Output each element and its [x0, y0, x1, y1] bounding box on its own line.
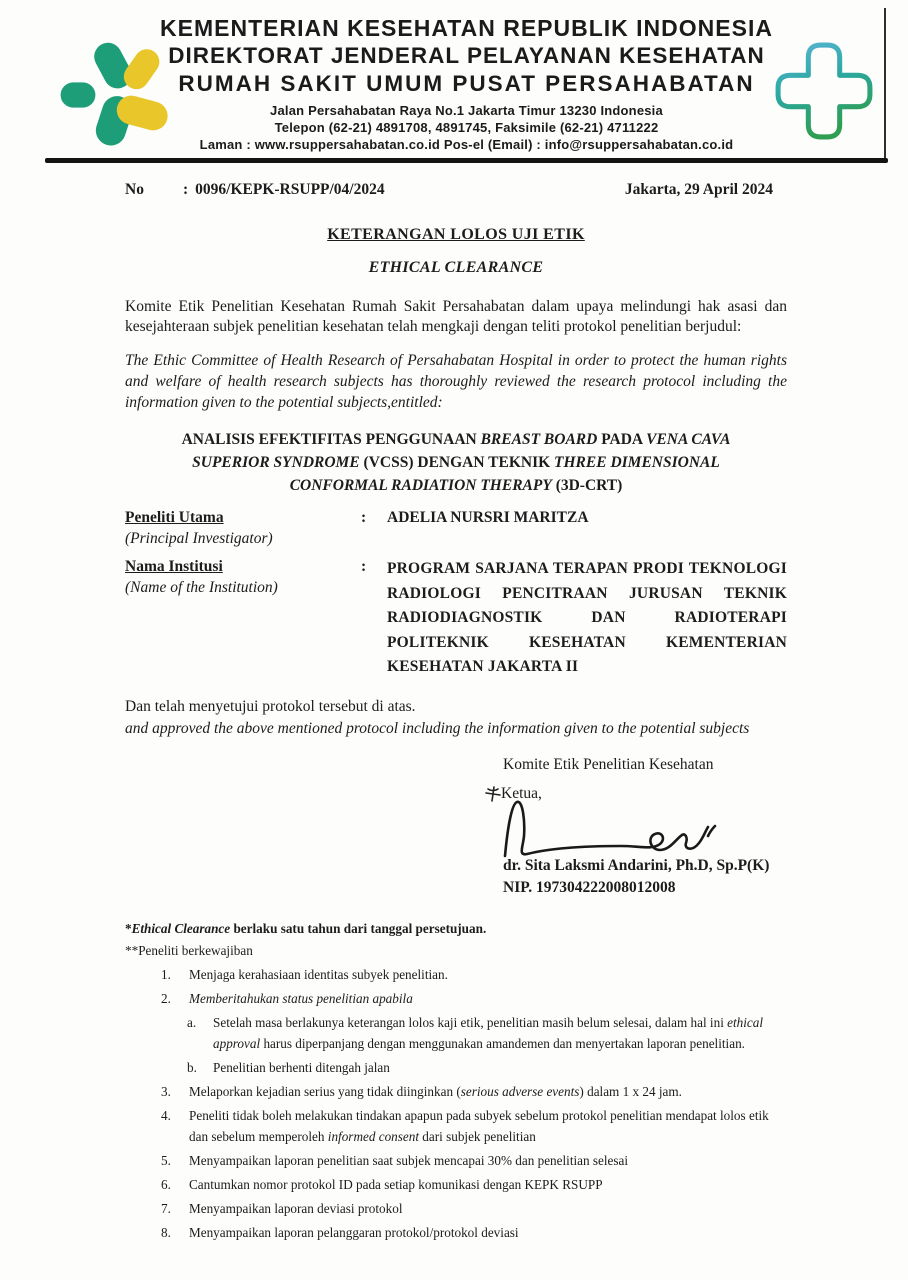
intro-paragraph-id: Komite Etik Penelitian Kesehatan Rumah Sakit Persahabatan dalam upaya melindungi hak asasi dan kesejahteraan subjek penelitian kesehatan telah mengkaji dengan teliti protokol penelitian berjudul: — [125, 298, 787, 335]
letter-body — [125, 180, 787, 1243]
footnote-item: 4. Peneliti tidak boleh melakukan tindakan apapun pada subyek sebelum protokol penelitian mendapat lolos etik dan sebelum memperoleh informed consent dari subjek penelitian — [161, 1107, 769, 1144]
hospital-phone: Telepon (62-21) 4891708, 4891745, Faksimile (62-21) 4711222 — [274, 120, 659, 135]
footnote-subitem: a. Setelah masa berlakunya keterangan lolos kaji etik, penelitian masih belum selesai, dalam hal ini ethical approval harus diperpanjang dengan menggunakan amandemen dan menyertakan laporan penelitian. — [187, 1014, 764, 1051]
research-title — [125, 428, 787, 497]
field-label-principal-investigator: Peneliti Utama (Principal Investigator) — [125, 509, 273, 547]
footnote-item: 8. Menyampaikan laporan pelanggaran protokol/protokol deviasi — [161, 1224, 519, 1240]
hospital-web-email: Laman : www.rsuppersahabatan.co.id Pos-el (Email) : info@rsuppersahabatan.co.id — [199, 137, 734, 152]
footnote-item: 7. Menyampaikan laporan deviasi protokol — [161, 1200, 403, 1216]
letter-meta-row — [125, 180, 787, 200]
letter-number-value: 0096/KEPK-RSUPP/04/2024 — [195, 181, 385, 198]
footnote-obligations-header: **Peneliti berkewajiban — [125, 942, 253, 958]
research-title-line: ANALISIS EFEKTIFITAS PENGGUNAAN BREAST BOARD PADA VENA CAVA — [181, 431, 731, 448]
kemenkes-logo-icon — [55, 32, 179, 152]
letter-number-label: No — [125, 181, 144, 198]
footnotes — [125, 918, 787, 1243]
scan-edge-line — [884, 8, 886, 160]
field-colon: : — [361, 509, 367, 526]
footnote-item: 5. Menyampaikan laporan penelitian saat subjek mencapai 30% dan penelitian selesai — [161, 1152, 629, 1168]
research-title-line: SUPERIOR SYNDROME (VCSS) DENGAN TEKNIK THREE DIMENSIONAL — [192, 454, 720, 471]
researcher-fields — [125, 508, 787, 680]
signature-committee: Komite Etik Penelitian Kesehatan — [503, 755, 714, 773]
institution-value: PROGRAM SARJANA TERAPAN PRODI TEKNOLOGI RADIOLOGI PENCITRAAN JURUSAN TEKNIK RADIODIAGNOSTIK DAN RADIOTERAPI POLITEKNIK KESEHATAN KEMENTERIAN KESEHATAN JAKARTA II — [387, 560, 787, 675]
footnote-item: 2. Memberitahukan status penelitian apabila — [161, 990, 413, 1006]
signature-block — [503, 755, 787, 898]
hospital-cross-logo-icon — [768, 30, 880, 152]
signature-role: Ketua, — [501, 784, 542, 802]
footnote-item: 3. Melaporkan kejadian serius yang tidak diinginkan (serious adverse events) dalam 1 x 24 jam. — [161, 1083, 682, 1099]
signature-scribble-icon — [489, 792, 757, 866]
letterhead-divider — [45, 158, 888, 163]
footnote-item: 1. Menjaga kerahasiaan identitas subyek penelitian. — [161, 966, 448, 982]
principal-investigator-value: ADELIA NURSRI MARITZA — [387, 509, 589, 526]
footnote-item: 6. Cantumkan nomor protokol ID pada setiap komunikasi dengan KEPK RSUPP — [161, 1176, 603, 1192]
signature-area — [503, 804, 787, 854]
footnote-subitem: b. Penelitian berhenti ditengah jalan — [187, 1059, 390, 1075]
signatory-nip: NIP. 197304222008012008 — [503, 878, 676, 896]
hospital-address: Jalan Persahabatan Raya No.1 Jakarta Timur 13230 Indonesia — [270, 103, 663, 118]
intro-paragraph-en: The Ethic Committee of Health Research of Persahabatan Hospital in order to protect the human rights and welfare of health research subjects has thoroughly reviewed the research protocol including the information given to the potential subjects,entitled: — [125, 352, 787, 411]
place-date: Jakarta, 29 April 2024 — [624, 181, 773, 198]
letter-number-colon: : — [183, 181, 189, 198]
field-label-institution: Nama Institusi (Name of the Institution) — [125, 558, 278, 596]
approval-statement-id: Dan telah menyetujui protokol tersebut di atas. — [125, 697, 416, 715]
signatory-name: dr. Sita Laksmi Andarini, Ph.D, Sp.P(K) — [503, 856, 770, 874]
document-title-en: ETHICAL CLEARANCE — [368, 259, 544, 276]
field-colon: : — [361, 558, 367, 575]
approval-statement-en: and approved the above mentioned protocol including the information given to the potential subjects — [125, 719, 750, 737]
ministry-name: KEMENTERIAN KESEHATAN REPUBLIK INDONESIA — [160, 15, 773, 41]
document-title-id: KETERANGAN LOLOS UJI ETIK — [327, 226, 585, 243]
research-title-line: CONFORMAL RADIATION THERAPY (3D-CRT) — [289, 477, 623, 494]
directorate-name: DIREKTORAT JENDERAL PELAYANAN KESEHATAN — [168, 43, 765, 68]
footnote-validity: *Ethical Clearance berlaku satu tahun dari tanggal persetujuan. — [125, 920, 487, 936]
hospital-name: RUMAH SAKIT UMUM PUSAT PERSAHABATAN — [178, 71, 755, 96]
